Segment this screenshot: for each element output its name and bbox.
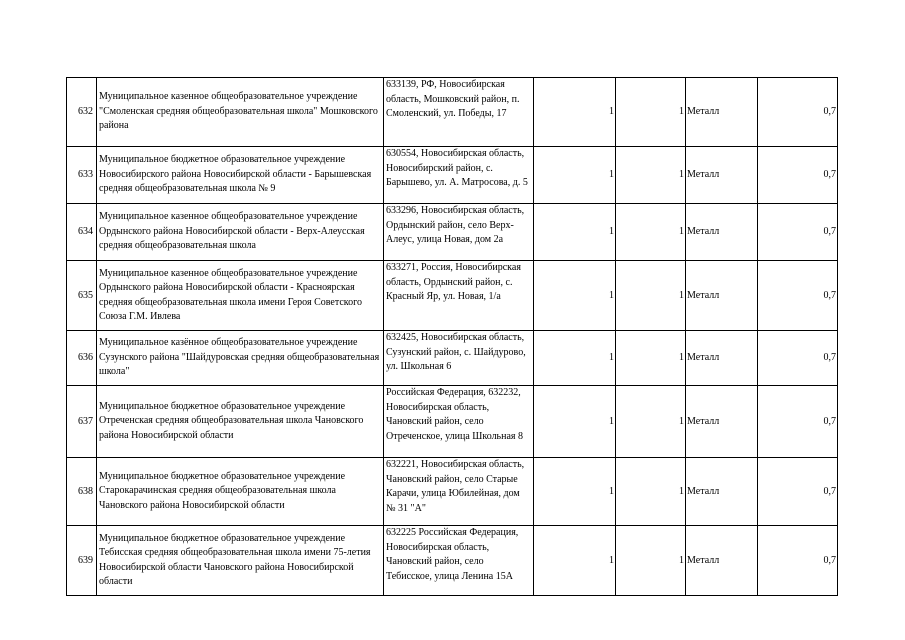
quantity-cell: 1 [616, 458, 686, 526]
quantity-cell: 1 [616, 78, 686, 147]
quantity-cell: 1 [534, 204, 616, 261]
institution-address: Российская Федерация, 632232, Новосибирская область, Чановский район, село Отреченское, улица Школьная 8 [384, 386, 534, 458]
institution-name: Муниципальное бюджетное образовательное учреждение Отреченская средняя общеобразовательная школа Чановского района Новосибирской области [97, 386, 384, 458]
material-cell: Металл [686, 261, 758, 331]
row-number: 636 [67, 331, 97, 386]
table-row [67, 261, 838, 331]
institution-address: 632425, Новосибирская область, Сузунский район, с. Шайдурово, ул. Школьная 6 [384, 331, 534, 386]
row-number: 639 [67, 526, 97, 596]
quantity-cell: 1 [534, 261, 616, 331]
material-cell: Металл [686, 331, 758, 386]
table-row [67, 386, 838, 458]
material-cell: Металл [686, 147, 758, 204]
institution-name: Муниципальное казённое общеобразовательное учреждение Сузунского района "Шайдуровская средняя общеобразовательная школа" [97, 331, 384, 386]
value-cell: 0,7 [758, 261, 838, 331]
row-number: 635 [67, 261, 97, 331]
institution-address: 630554, Новосибирская область, Новосибирский район, с. Барышево, ул. А. Матросова, д. 5 [384, 147, 534, 204]
value-cell: 0,7 [758, 78, 838, 147]
quantity-cell: 1 [616, 331, 686, 386]
material-cell: Металл [686, 78, 758, 147]
value-cell: 0,7 [758, 147, 838, 204]
value-cell: 0,7 [758, 386, 838, 458]
quantity-cell: 1 [616, 204, 686, 261]
quantity-cell: 1 [534, 526, 616, 596]
material-cell: Металл [686, 458, 758, 526]
quantity-cell: 1 [534, 147, 616, 204]
institution-name: Муниципальное казенное общеобразовательное учреждение Ордынского района Новосибирской области - Красноярская средняя общеобразовательная школа имени Героя Советского Союза Г.М. Ивлева [97, 261, 384, 331]
value-cell: 0,7 [758, 204, 838, 261]
material-cell: Металл [686, 526, 758, 596]
material-cell: Металл [686, 204, 758, 261]
table-row [67, 147, 838, 204]
institution-address: 633296, Новосибирская область, Ордынский район, село Верх-Алеус, улица Новая, дом 2а [384, 204, 534, 261]
row-number: 633 [67, 147, 97, 204]
institution-address: 632225 Российская Федерация, Новосибирская область, Чановский район, село Тебисское, улица Ленина 15А [384, 526, 534, 596]
table-row [67, 458, 838, 526]
registry-table [66, 77, 838, 596]
table-row [67, 78, 838, 147]
value-cell: 0,7 [758, 331, 838, 386]
table-row [67, 331, 838, 386]
institution-name: Муниципальное бюджетное образовательное учреждение Тебисская средняя общеобразовательная школа имени 75-летия Новосибирской области Чановского района Новосибирской области [97, 526, 384, 596]
institution-name: Муниципальное казенное общеобразовательное учреждение Ордынского района Новосибирской области - Верх-Алеусская средняя общеобразовательная школа [97, 204, 384, 261]
row-number: 632 [67, 78, 97, 147]
institution-name: Муниципальное казенное общеобразовательное учреждение "Смоленская средняя общеобразовательная школа" Мошковского района [97, 78, 384, 147]
value-cell: 0,7 [758, 526, 838, 596]
table-row [67, 204, 838, 261]
quantity-cell: 1 [616, 147, 686, 204]
quantity-cell: 1 [616, 526, 686, 596]
row-number: 637 [67, 386, 97, 458]
quantity-cell: 1 [534, 386, 616, 458]
institution-name: Муниципальное бюджетное образовательное учреждение Новосибирского района Новосибирской области - Барышевская средняя общеобразовательная школа № 9 [97, 147, 384, 204]
quantity-cell: 1 [534, 331, 616, 386]
quantity-cell: 1 [616, 261, 686, 331]
institution-name: Муниципальное бюджетное образовательное учреждение Старокарачинская средняя общеобразовательная школа Чановского района Новосибирской области [97, 458, 384, 526]
institution-address: 633271, Россия, Новосибирская область, Ордынский район, с. Красный Яр, ул. Новая, 1/а [384, 261, 534, 331]
quantity-cell: 1 [616, 386, 686, 458]
institution-address: 632221, Новосибирская область, Чановский район, село Старые Карачи, улица Юбилейная, дом № 31 "А" [384, 458, 534, 526]
quantity-cell: 1 [534, 78, 616, 147]
quantity-cell: 1 [534, 458, 616, 526]
material-cell: Металл [686, 386, 758, 458]
row-number: 638 [67, 458, 97, 526]
institution-address: 633139, РФ, Новосибирская область, Мошковский район, п. Смоленский, ул. Победы, 17 [384, 78, 534, 147]
row-number: 634 [67, 204, 97, 261]
value-cell: 0,7 [758, 458, 838, 526]
table-row [67, 526, 838, 596]
